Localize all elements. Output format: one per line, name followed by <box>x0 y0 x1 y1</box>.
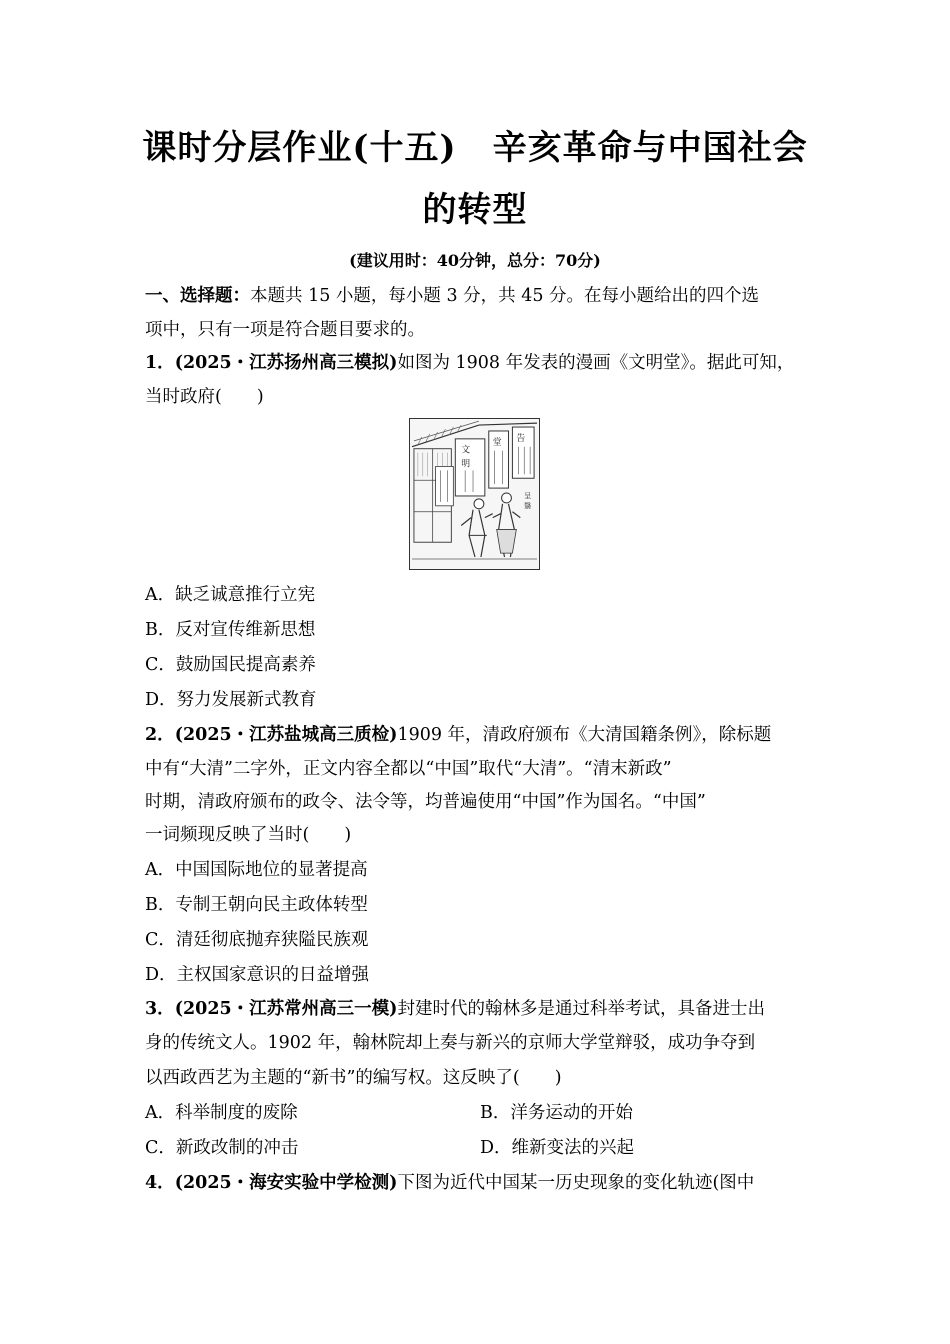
question-3-line-2: 身的传统文人。1902 年，翰林院却上奏与新兴的京师大学堂辩驳，成功争夺到 <box>145 1033 756 1053</box>
question-2-line-3: 时期，清政府颁布的政令、法令等，均普遍使用“中国”作为国名。“中国” <box>145 792 706 812</box>
question-number: 2． <box>145 725 175 745</box>
question-number: 3． <box>145 999 175 1019</box>
question-2-line-2: 中有“大清”二字外，正文内容全都以“中国”取代“大清”。“清末新政” <box>145 759 672 779</box>
q1-option-d[interactable]: D．努力发展新式教育 <box>145 690 317 710</box>
svg-text:翳: 翳 <box>524 501 532 510</box>
question-3-line-1: 3．(2025・江苏常州高三一模)封建时代的翰林多是通过科举考试，具备进士出 <box>145 999 765 1019</box>
cartoon-wenmingtang-image <box>409 418 540 570</box>
question-2-line-1: 2．(2025・江苏盐城高三质检)1909 年，清政府颁布《大清国籍条例》，除标题 <box>145 725 772 745</box>
q1-option-c[interactable]: C．鼓励国民提高素养 <box>145 655 316 675</box>
question-1-line-2: 当时政府( ) <box>145 387 264 407</box>
question-source: (2025・江苏盐城高三质检) <box>174 725 398 745</box>
question-1-line-1: 1．(2025・江苏扬州高三模拟)如图为 1908 年发表的漫画《文明堂》。据此可知， <box>145 353 795 373</box>
svg-text:堂: 堂 <box>492 437 502 448</box>
question-number: 4． <box>145 1173 175 1193</box>
title-part-b: 辛亥革命与中国社会 <box>492 128 808 168</box>
page-subtitle: (建议用时：40分钟，总分：70分) <box>349 251 601 270</box>
svg-text:明: 明 <box>461 459 471 470</box>
question-number: 1． <box>145 353 175 373</box>
question-source: (2025・江苏常州高三一模) <box>174 999 398 1019</box>
question-source: (2025・江苏扬州高三模拟) <box>174 353 398 373</box>
signboard-glyph: 文 <box>461 445 471 456</box>
q2-option-d[interactable]: D．主权国家意识的日益增强 <box>145 965 370 985</box>
question-source: (2025・海安实验中学检测) <box>174 1173 398 1193</box>
question-2-line-4: 一词频现反映了当时( ) <box>145 825 352 845</box>
section-label: 一、选择题： <box>145 286 250 306</box>
svg-text:告: 告 <box>516 433 526 444</box>
cartoon-illustration <box>410 419 539 569</box>
q3-option-a[interactable]: A．科举制度的废除 <box>145 1103 298 1123</box>
title-part-a: 课时分层作业(十五) <box>142 128 457 168</box>
svg-text:呈: 呈 <box>524 491 532 500</box>
q3-option-d[interactable]: D．维新变法的兴起 <box>480 1138 635 1158</box>
q2-option-c[interactable]: C．清廷彻底抛弃狭隘民族观 <box>145 930 369 950</box>
q2-option-b[interactable]: B．专制王朝向民主政体转型 <box>145 895 368 915</box>
question-3-line-3: 以西政西艺为主题的“新书”的编写权。这反映了( ) <box>145 1068 562 1088</box>
q1-option-b[interactable]: B．反对宣传维新思想 <box>145 620 316 640</box>
page-title-line-2: 的转型 <box>422 190 528 230</box>
q1-option-a[interactable]: A．缺乏诚意推行立宪 <box>145 585 316 605</box>
question-4-line-1: 4．(2025・海安实验中学检测)下图为近代中国某一历史现象的变化轨迹(图中 <box>145 1173 755 1193</box>
section-intro-line-2: 项中，只有一项是符合题目要求的。 <box>145 320 425 340</box>
q3-option-c[interactable]: C．新政改制的冲击 <box>145 1138 299 1158</box>
q2-option-a[interactable]: A．中国国际地位的显著提高 <box>145 860 368 880</box>
q3-option-b[interactable]: B．洋务运动的开始 <box>480 1103 633 1123</box>
section-intro-line-1: 一、选择题：本题共 15 小题，每小题 3 分，共 45 分。在每小题给出的四个选 <box>145 286 760 306</box>
page-title-line-1 <box>0 128 950 168</box>
